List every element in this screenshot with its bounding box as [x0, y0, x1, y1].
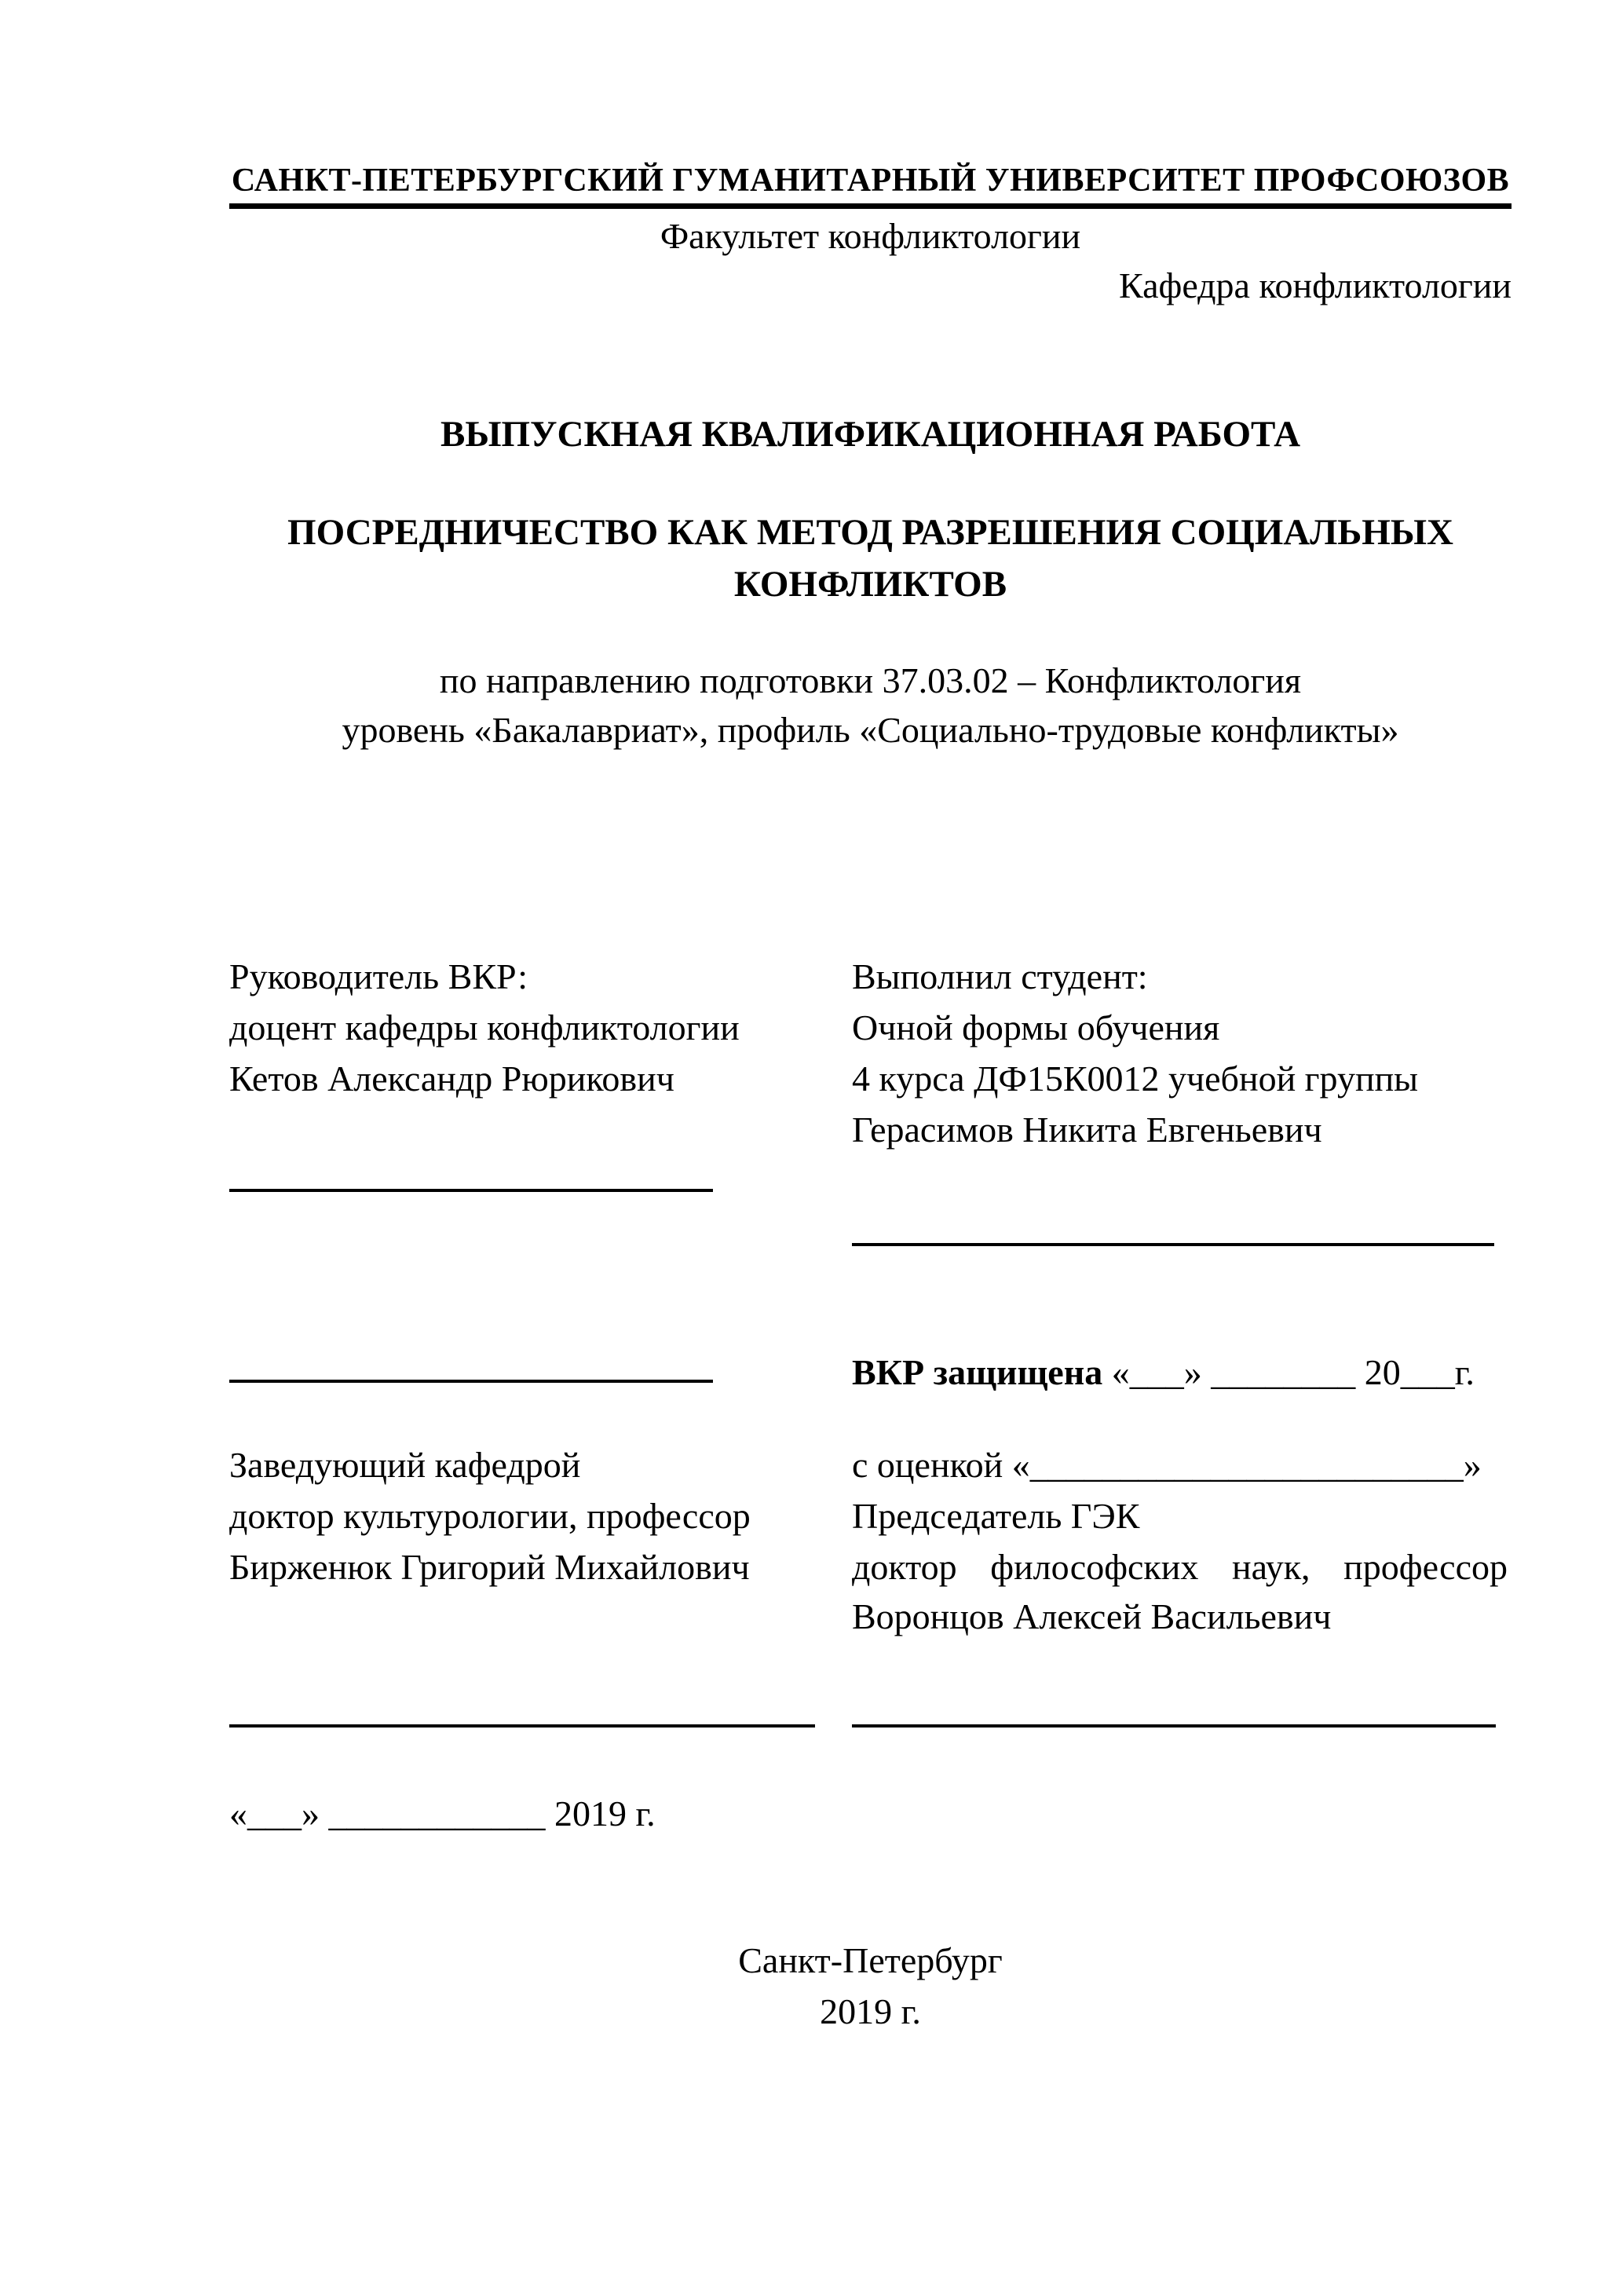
- level-profile-line: уровень «Бакалавриат», профиль «Социально-трудовые конфликты»: [342, 710, 1399, 750]
- defense-label: ВКР защищена: [852, 1352, 1103, 1392]
- supervisor-signature-line: [229, 1189, 713, 1192]
- gek-chair-position: доктор философских наук, профессор: [852, 1547, 1508, 1587]
- header-rule: [229, 203, 1512, 209]
- student-group: 4 курса ДФ15К0012 учебной группы: [852, 1058, 1419, 1099]
- faculty-line: Факультет конфликтологии: [660, 216, 1081, 256]
- grade-line: [852, 1440, 1512, 1490]
- university-header: САНКТ-ПЕТЕРБУРГСКИЙ ГУМАНИТАРНЫЙ УНИВЕРСИТЕТ ПРОФСОЮЗОВ: [231, 163, 1510, 199]
- defense-date-blank: «___» ________ 20___г.: [1102, 1352, 1475, 1392]
- head-label: Заведующий кафедрой: [229, 1445, 581, 1485]
- student-label: Выполнил студент:: [852, 956, 1148, 996]
- gek-chair-label: Председатель ГЭК: [852, 1496, 1140, 1536]
- supervisor-label: Руководитель ВКР:: [229, 956, 528, 996]
- work-type-title: ВЫПУСКНАЯ КВАЛИФИКАЦИОННАЯ РАБОТА: [440, 414, 1301, 455]
- gek-chair-name: Воронцов Алексей Васильевич: [852, 1596, 1332, 1636]
- student-form: Очной формы обучения: [852, 1007, 1220, 1047]
- supervisor-second-signature-line: [229, 1380, 713, 1383]
- city-line: Санкт-Петербург: [738, 1940, 1003, 1980]
- department-line: Кафедра конфликтологии: [1119, 265, 1512, 305]
- date-blank-line: «___» ____________ 2019 г.: [229, 1793, 656, 1834]
- grade-blank: ________________________: [1029, 1445, 1464, 1485]
- head-position: доктор культурологии, профессор: [229, 1496, 751, 1536]
- supervisor-position: доцент кафедры конфликтологии: [229, 1007, 740, 1047]
- year-line: 2019 г.: [820, 1991, 921, 2031]
- head-signature-line: [229, 1724, 815, 1727]
- student-name: Герасимов Никита Евгеньевич: [852, 1110, 1322, 1150]
- grade-suffix: »: [1463, 1445, 1482, 1485]
- supervisor-name: Кетов Александр Рюрикович: [229, 1058, 674, 1099]
- defense-status-line: [852, 1347, 1512, 1398]
- program-line: по направлению подготовки 37.03.02 – Конфликтология: [439, 660, 1302, 700]
- student-signature-line: [852, 1243, 1494, 1246]
- grade-prefix: с оценкой «: [852, 1445, 1030, 1485]
- head-name: Бирженюк Григорий Михайлович: [229, 1547, 750, 1587]
- gek-chair-signature-line: [852, 1724, 1496, 1727]
- thesis-title-line1: ПОСРЕДНИЧЕСТВО КАК МЕТОД РАЗРЕШЕНИЯ СОЦИАЛЬНЫХ: [287, 512, 1453, 553]
- thesis-title-line2: КОНФЛИКТОВ: [733, 564, 1007, 605]
